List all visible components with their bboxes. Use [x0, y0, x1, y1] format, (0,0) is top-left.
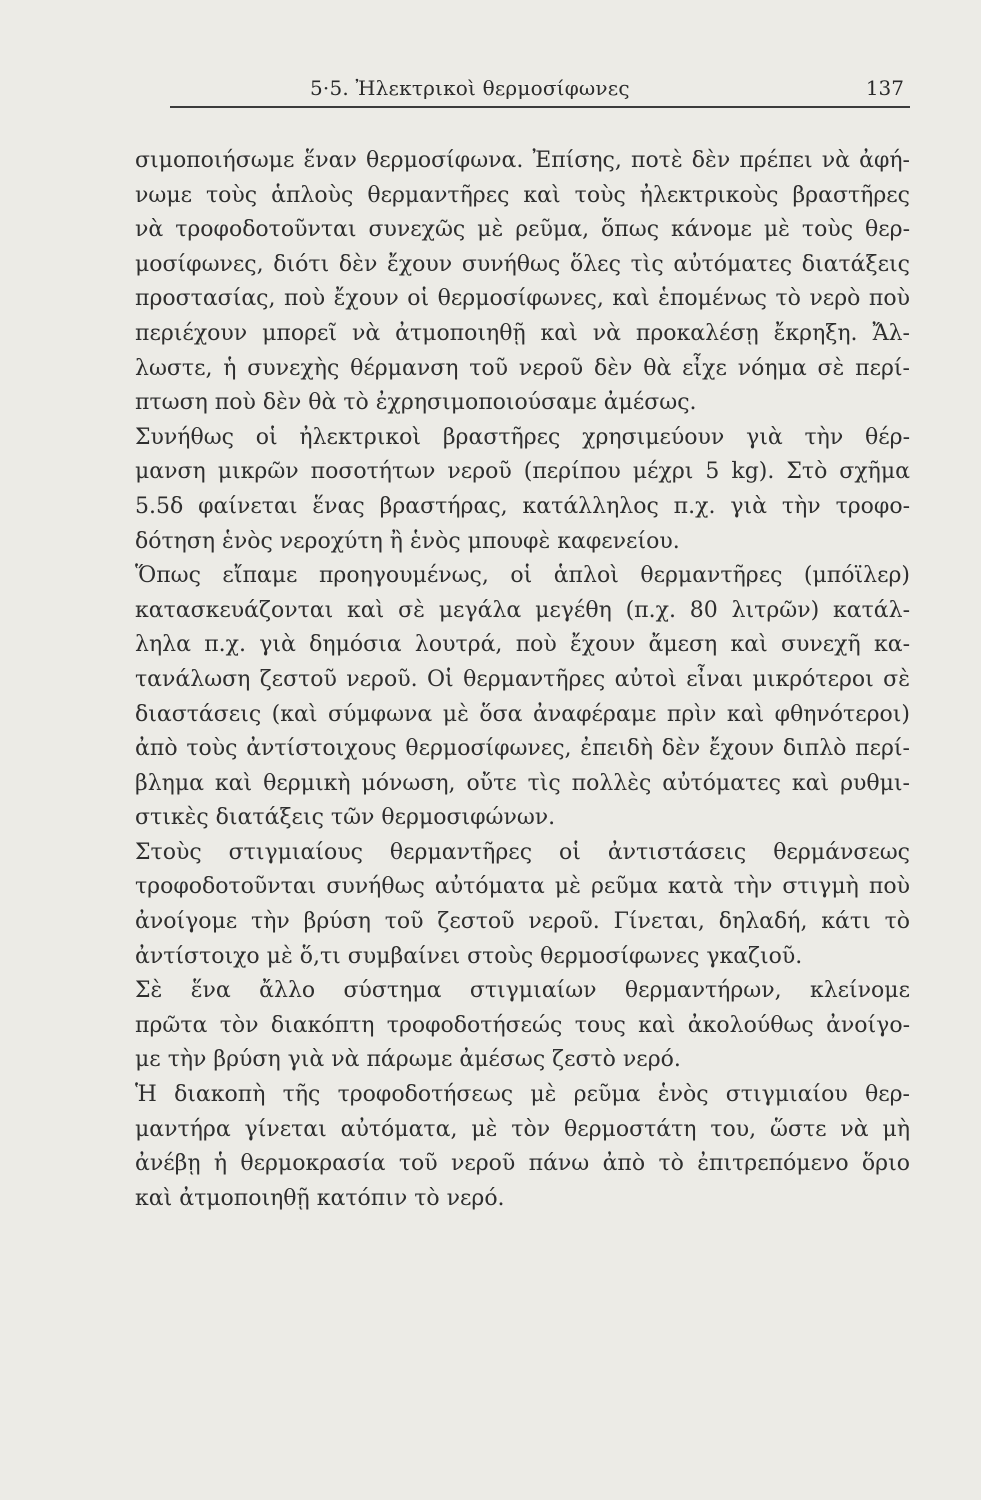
header-rule [170, 106, 910, 108]
text-line: κατασκευάζονται καὶ σὲ μεγάλα μεγέθη (π.χ. 80 λιτρῶν) κατάλ- [135, 597, 910, 623]
text-line: Ὅπως εἴπαμε προηγουμένως, οἱ ἁπλοὶ θερμαντῆρες (μπόϊλερ) [135, 563, 910, 589]
section-title: 5·5. Ἠλεκτρικοὶ θερμοσίφωνες [310, 76, 630, 100]
text-line: μοσίφωνες, διότι δὲν ἔχουν συνήθως ὅλες τὶς αὐτόματες διατάξεις [135, 251, 910, 277]
page-number: 137 [865, 76, 904, 100]
text-line: Στοὺς στιγμιαίους θερμαντῆρες οἱ ἀντιστάσεις θερμάνσεως [135, 839, 910, 865]
text-line: σιμοποιήσωμε ἕναν θερμοσίφωνα. Ἐπίσης, ποτὲ δὲν πρέπει νὰ ἀφή- [135, 148, 910, 173]
text-line: Ἡ διακοπὴ τῆς τροφοδοτήσεως μὲ ρεῦμα ἑνὸς στιγμιαίου θερ- [135, 1082, 910, 1108]
text-line: διαστάσεις (καὶ σύμφωνα μὲ ὅσα ἀναφέραμε πρὶν καὶ φθηνότεροι) [135, 701, 910, 727]
text-line: ἀνέβῃ ἡ θερμοκρασία τοῦ νεροῦ πάνω ἀπὸ τὸ ἐπιτρεπόμενο ὅριο [135, 1151, 910, 1177]
text-line: 5.5δ φαίνεται ἕνας βραστήρας, κατάλληλος π.χ. γιὰ τὴν τροφο- [135, 493, 910, 519]
text-line: βλημα καὶ θερμικὴ μόνωση, οὔτε τὶς πολλὲς αὐτόματες καὶ ρυθμι- [135, 770, 910, 796]
text-line: νὰ τροφοδοτοῦνται συνεχῶς μὲ ρεῦμα, ὅπως κάνομε μὲ τοὺς θερ- [135, 217, 910, 243]
text-line: λωστε, ἡ συνεχὴς θέρμανση τοῦ νεροῦ δὲν θὰ εἶχε νόημα σὲ περί- [135, 355, 910, 381]
text-line: Σὲ ἕνα ἄλλο σύστημα στιγμιαίων θερμαντήρων, κλείνομε [135, 978, 910, 1004]
text-line: μαντήρα γίνεται αὐτόματα, μὲ τὸν θερμοστάτη του, ὥστε νὰ μὴ [135, 1116, 910, 1142]
text-line: πτωση ποὺ δὲν θὰ τὸ ἐχρησιμοποιούσαμε ἀμέσως. [135, 390, 697, 416]
text-line: περιέχουν μπορεῖ νὰ ἀτμοποιηθῇ καὶ νὰ προκαλέσῃ ἔκρηξη. Ἄλ- [135, 320, 910, 346]
text-line: προστασίας, ποὺ ἔχουν οἱ θερμοσίφωνες, καὶ ἑπομένως τὸ νερὸ ποὺ [135, 286, 910, 312]
text-line: καὶ ἀτμοποιηθῇ κατόπιν τὸ νερό. [135, 1185, 505, 1211]
text-line: ἀνοίγομε τὴν βρύση τοῦ ζεστοῦ νεροῦ. Γίνεται, δηλαδή, κάτι τὸ [135, 909, 910, 935]
text-line: δότηση ἑνὸς νεροχύτη ἢ ἑνὸς μπουφὲ καφενείου. [135, 528, 680, 554]
page-header [170, 74, 910, 108]
text-line: ἀντίστοιχο μὲ ὅ,τι συμβαίνει στοὺς θερμοσίφωνες γκαζιοῦ. [135, 943, 803, 969]
text-line: πρῶτα τὸν διακόπτη τροφοδοτήσεώς τους καὶ ἀκολούθως ἀνοίγο- [135, 1012, 910, 1038]
text-line: νωμε τοὺς ἁπλοὺς θερμαντῆρες καὶ τοὺς ἠλεκτρικοὺς βραστῆρες [135, 182, 910, 208]
text-line: με τὴν βρύση γιὰ νὰ πάρωμε ἀμέσως ζεστὸ νερό. [135, 1047, 681, 1073]
text-line: ληλα π.χ. γιὰ δημόσια λουτρά, ποὺ ἔχουν ἄμεση καὶ συνεχῆ κα- [135, 632, 910, 658]
text-line: τανάλωση ζεστοῦ νεροῦ. Οἱ θερμαντῆρες αὐτοὶ εἶναι μικρότεροι σὲ [135, 666, 910, 692]
text-line: Συνήθως οἱ ἠλεκτρικοὶ βραστῆρες χρησιμεύουν γιὰ τὴν θέρ- [135, 424, 910, 450]
body-text [135, 144, 910, 1216]
text-line: τροφοδοτοῦνται συνήθως αὐτόματα μὲ ρεῦμα κατὰ τὴν στιγμὴ ποὺ [135, 874, 910, 900]
text-line: στικὲς διατάξεις τῶν θερμοσιφώνων. [135, 805, 556, 831]
text-line: ἀπὸ τοὺς ἀντίστοιχους θερμοσίφωνες, ἐπειδὴ δὲν ἔχουν διπλὸ περί- [135, 736, 910, 762]
text-line: μανση μικρῶν ποσοτήτων νεροῦ (περίπου μέχρι 5 kg). Στὸ σχῆμα [135, 459, 910, 485]
